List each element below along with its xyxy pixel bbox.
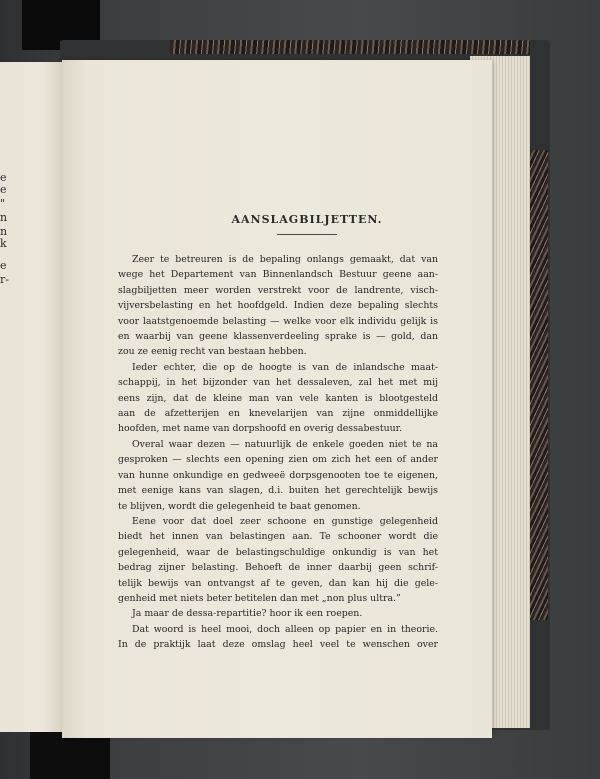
text-line: schappij, in het bijzonder van het dessaleven, zal het met mij [118, 377, 438, 389]
title-rule [277, 234, 337, 235]
left-page [0, 62, 63, 732]
left-margin-letter: n [0, 225, 8, 238]
right-page [62, 60, 492, 738]
text-line: In de praktijk laat deze omslag heel veel te wenschen over [118, 639, 438, 651]
marbled-edge-top [170, 40, 530, 54]
left-margin-letter: " [0, 197, 6, 210]
page-title: AANSLAGBILJETTEN. [231, 213, 383, 226]
text-line: te blijven, wordt die gelegenheid te baat genomen. [118, 500, 361, 512]
text-line: Zeer te betreuren is de bepaling onlangs gemaakt, dat van [132, 254, 438, 265]
text-line: wege het Departement van Binnenlandsch Bestuur geene aan- [118, 269, 438, 281]
text-line: hoofden, met name van dorpshoofd en overig dessabestuur. [118, 423, 403, 435]
left-margin-letter: e [0, 183, 7, 196]
text-line: zou ze eenig recht van bestaan hebben. [118, 346, 307, 358]
body-text [118, 252, 438, 653]
text-line: voor laatstgenoemde belasting — welke voor elk individu gelijk is [118, 315, 438, 327]
left-margin-letter: e [0, 171, 7, 184]
text-line: van hunne onkundige en gedweeë dorpsgenooten toe te eigenen, [118, 469, 438, 481]
text-line: gesproken — slechts een opening zien om zich het een of ander [118, 454, 438, 466]
left-margin-letter: r- [0, 273, 9, 286]
text-line: genheid met niets beter betitelen dan met „non plus ultra.” [118, 592, 401, 604]
text-line: en waarbij van geene klassenverdeeling sprake is — gold, dan [118, 331, 438, 343]
text-line: biedt het innen van belastingen aan. Te schooner wordt die [118, 531, 438, 543]
text-line: eens zijn, dat de kleine man van vele kanten is blootgesteld [118, 392, 438, 404]
left-margin-letter: n [0, 211, 8, 224]
text-line: aan de afzetterijen en knevelarijen van zijne onmiddellijke [118, 408, 438, 420]
text-line: bedrag zijner belasting. Behoeft de inner daarbij geen schrif- [118, 562, 438, 574]
text-line: Eene voor dat doel zeer schoone en gunstige gelegenheid [132, 515, 438, 527]
text-line: Ieder echter, die op de hoogte is van de inlandsche maat- [132, 361, 438, 373]
text-line: Dat woord is heel mooi, doch alleen op papier en in theorie. [132, 623, 438, 635]
text-line: slagbiljetten meer worden verstrekt voor de landrente, visch- [118, 284, 438, 296]
text-line: vijversbelasting en het hoofdgeld. Indien deze bepaling slechts [118, 300, 438, 312]
text-line: met eenige kans van slagen, d.i. buiten het gerechtelijk bewijs [118, 485, 438, 497]
text-line: Overal waar dezen — natuurlijk de enkele goeden niet te na [132, 438, 438, 450]
left-margin-letter: k [0, 237, 7, 250]
text-line: Ja maar de dessa-repartitie? hoor ik een roepen. [132, 608, 363, 620]
text-line: gelegenheid, waar de belastingschuldige onkundig is van het [118, 546, 438, 558]
text-line: telijk bewijs van ontvangst af te geven, dan kan hij die gele- [118, 577, 438, 589]
left-margin-letter: e [0, 259, 7, 272]
